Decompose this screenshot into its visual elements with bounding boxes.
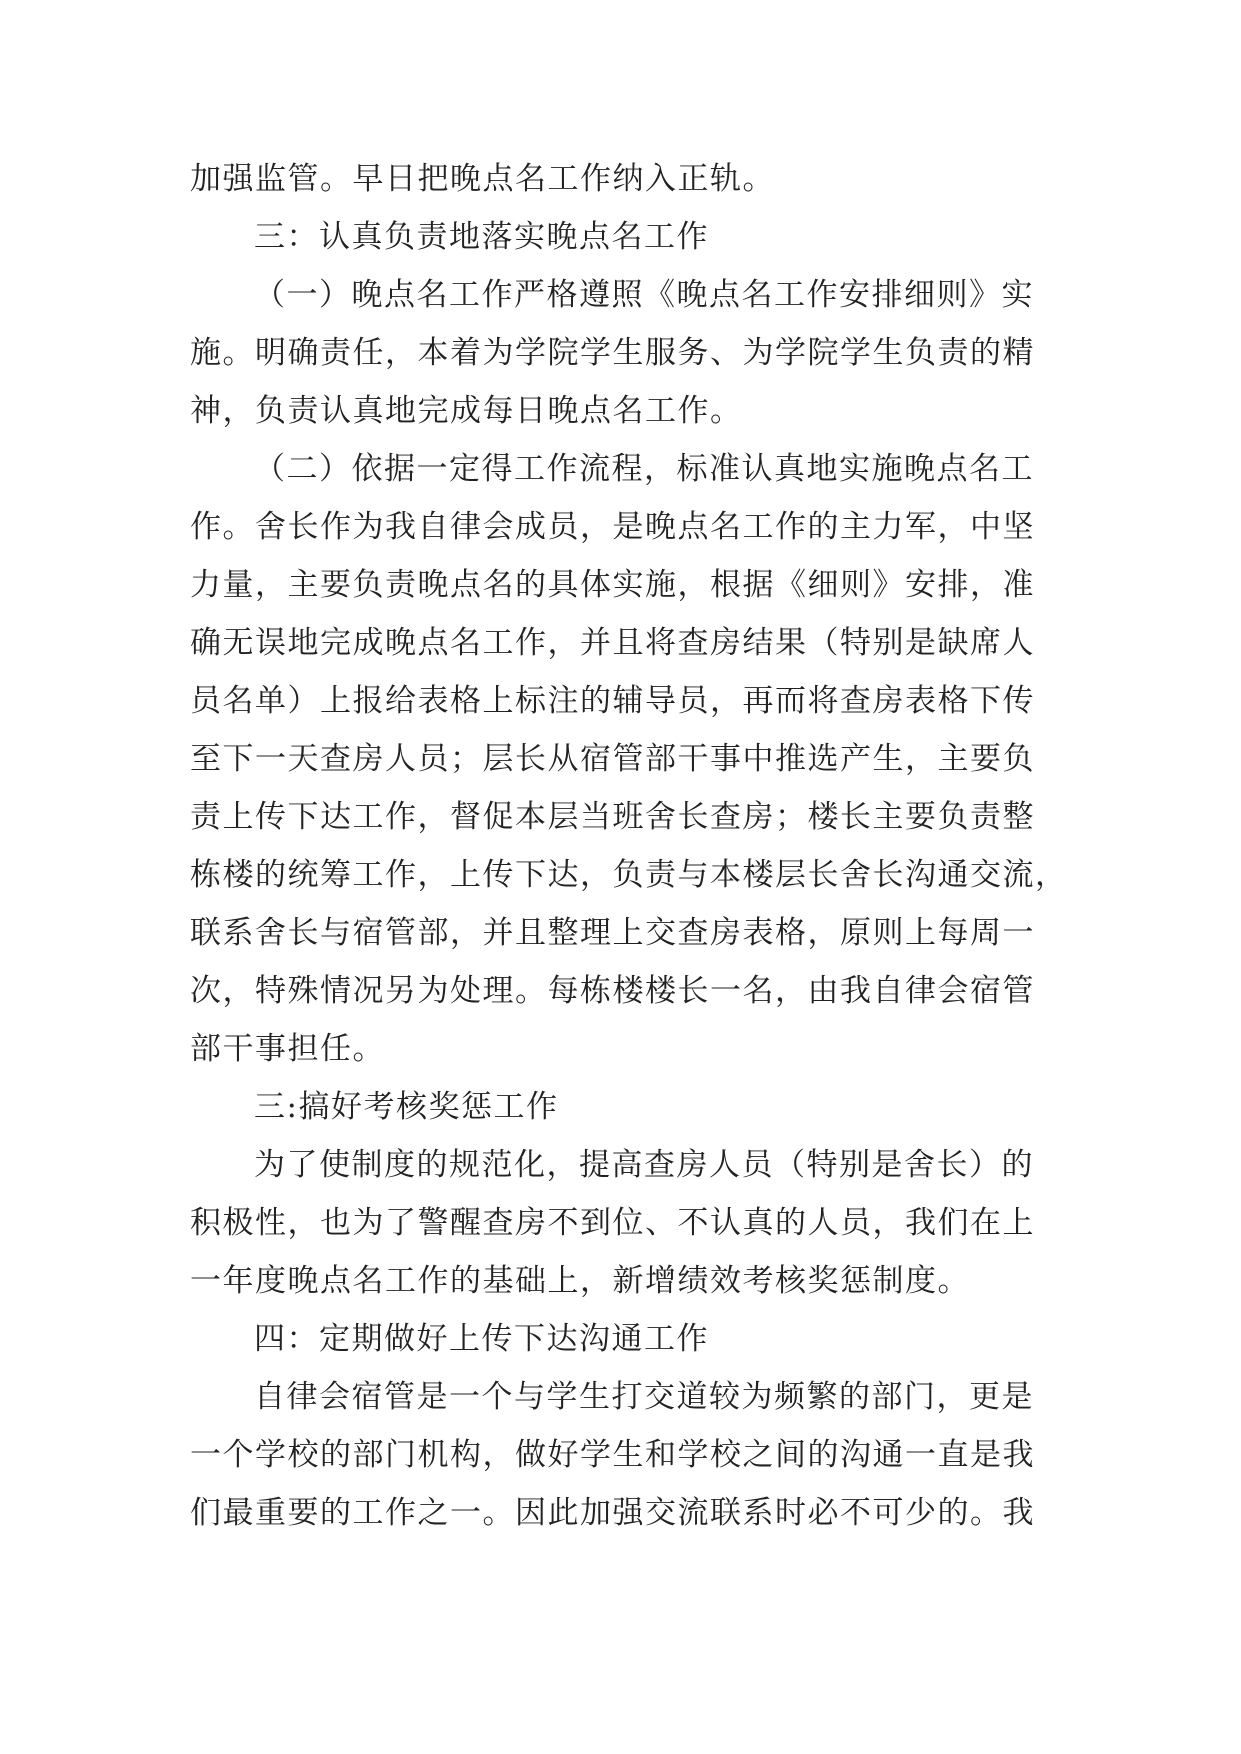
text-line: 作。舍长作为我自律会成员，是晚点名工作的主力军，中坚 [190, 509, 1035, 545]
text-line: 们最重要的工作之一。因此加强交流联系时必不可少的。我 [190, 1495, 1035, 1531]
text-line: 员名单）上报给表格上标注的辅导员，再而将查房表格下传 [190, 683, 1035, 719]
text-line: 至下一天查房人员；层长从宿管部干事中推选产生，主要负 [190, 741, 1035, 777]
text-line: 为了使制度的规范化，提高查房人员（特别是舍长）的 [254, 1147, 1034, 1183]
text-line: 责上传下达工作，督促本层当班舍长查房；楼长主要负责整 [190, 799, 1035, 835]
text-line: 加强监管。早日把晚点名工作纳入正轨。 [190, 161, 775, 197]
text-line: 联系舍长与宿管部，并且整理上交查房表格，原则上每周一 [190, 915, 1035, 951]
text-line: （二）依据一定得工作流程，标准认真地实施晚点名工 [254, 451, 1034, 487]
section-heading: 三：认真负责地落实晚点名工作 [254, 219, 709, 255]
text-line: （一）晚点名工作严格遵照《晚点名工作安排细则》实 [254, 277, 1034, 313]
text-line: 栋楼的统筹工作，上传下达，负责与本楼层长舍长沟通交流， [190, 857, 1068, 893]
text-line: 施。明确责任，本着为学院学生服务、为学院学生负责的精 [190, 335, 1035, 371]
document-body [190, 150, 1068, 1542]
text-line: 一年度晚点名工作的基础上，新增绩效考核奖惩制度。 [190, 1263, 970, 1299]
section-heading: 三:搞好考核奖惩工作 [254, 1089, 559, 1125]
text-line: 一个学校的部门机构，做好学生和学校之间的沟通一直是我 [190, 1437, 1035, 1473]
text-line: 自律会宿管是一个与学生打交道较为频繁的部门，更是 [254, 1379, 1034, 1415]
text-line: 积极性，也为了警醒查房不到位、不认真的人员，我们在上 [190, 1205, 1035, 1241]
text-line: 次，特殊情况另为处理。每栋楼楼长一名，由我自律会宿管 [190, 973, 1035, 1009]
section-heading: 四：定期做好上传下达沟通工作 [254, 1321, 709, 1357]
text-line: 神，负责认真地完成每日晚点名工作。 [190, 393, 743, 429]
text-line: 力量，主要负责晚点名的具体实施，根据《细则》安排，准 [190, 567, 1035, 603]
text-line: 部干事担任。 [190, 1031, 385, 1067]
text-line: 确无误地完成晚点名工作，并且将查房结果（特别是缺席人 [190, 625, 1035, 661]
